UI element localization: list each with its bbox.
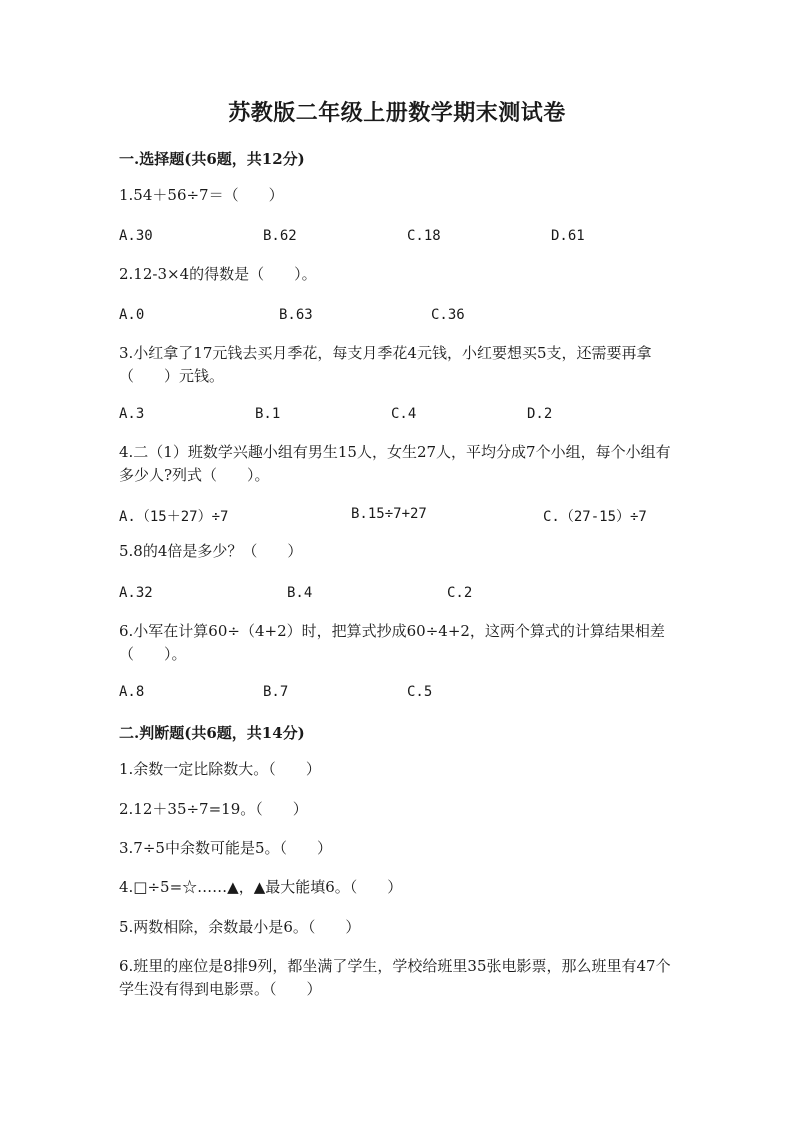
option-c: C.4 bbox=[391, 406, 417, 422]
option-c: C.5 bbox=[407, 684, 433, 700]
option-a: A.8 bbox=[119, 684, 145, 700]
option-d: D.61 bbox=[551, 228, 585, 244]
option-a: A.30 bbox=[119, 228, 153, 244]
option-a: A.32 bbox=[119, 585, 153, 601]
option-b: B.7 bbox=[263, 684, 289, 700]
section-heading-choice: 一.选择题(共6题，共12分) bbox=[119, 150, 305, 168]
question-text: 2.12-3×4的得数是（ ）。 bbox=[119, 265, 317, 283]
option-c: C.（27-15）÷7 bbox=[543, 509, 647, 525]
option-c: C.36 bbox=[431, 307, 465, 323]
question-text: 1.54＋56÷7＝（ ） bbox=[119, 186, 284, 204]
page-title: 苏教版二年级上册数学期末测试卷 bbox=[228, 100, 566, 126]
option-b: B.4 bbox=[287, 585, 313, 601]
question-text: 6.小军在计算60÷（4+2）时，把算式抄成60÷4+2，这两个算式的计算结果相差 （ ）。 bbox=[119, 622, 665, 663]
section-heading-judgement: 二.判断题(共6题，共14分) bbox=[119, 724, 305, 742]
question-text: 2.12＋35÷7=19。（ ） bbox=[119, 800, 308, 818]
question-text: 4.□÷5=☆……▲，▲最大能填6。（ ） bbox=[119, 878, 403, 896]
option-a: A.（15＋27）÷7 bbox=[119, 509, 229, 525]
question-text: 3.小红拿了17元钱去买月季花，每支月季花4元钱，小红要想买5支，还需要再拿（ ）元钱。 bbox=[119, 344, 652, 385]
option-d: D.2 bbox=[527, 406, 553, 422]
option-c: C.18 bbox=[407, 228, 441, 244]
question-text: 3.7÷5中余数可能是5。（ ） bbox=[119, 839, 333, 857]
option-b: B.63 bbox=[279, 307, 313, 323]
question-text: 4.二（1）班数学兴趣小组有男生15人，女生27人，平均分成7个小组，每个小组有多少人?列式（ ）。 bbox=[119, 443, 671, 484]
option-b: B.1 bbox=[255, 406, 281, 422]
option-b: B.15÷7+27 bbox=[351, 506, 427, 522]
option-a: A.3 bbox=[119, 406, 145, 422]
question-text: 5.两数相除，余数最小是6。（ ） bbox=[119, 918, 361, 936]
option-c: C.2 bbox=[447, 585, 473, 601]
question-text: 6.班里的座位是8排9列，都坐满了学生，学校给班里35张电影票，那么班里有47个学生没有得到电影票。（ ） bbox=[119, 957, 671, 998]
question-text: 1.余数一定比除数大。（ ） bbox=[119, 760, 321, 778]
question-text: 5.8的4倍是多少？（ ） bbox=[119, 542, 303, 560]
option-b: B.62 bbox=[263, 228, 297, 244]
option-a: A.0 bbox=[119, 307, 145, 323]
